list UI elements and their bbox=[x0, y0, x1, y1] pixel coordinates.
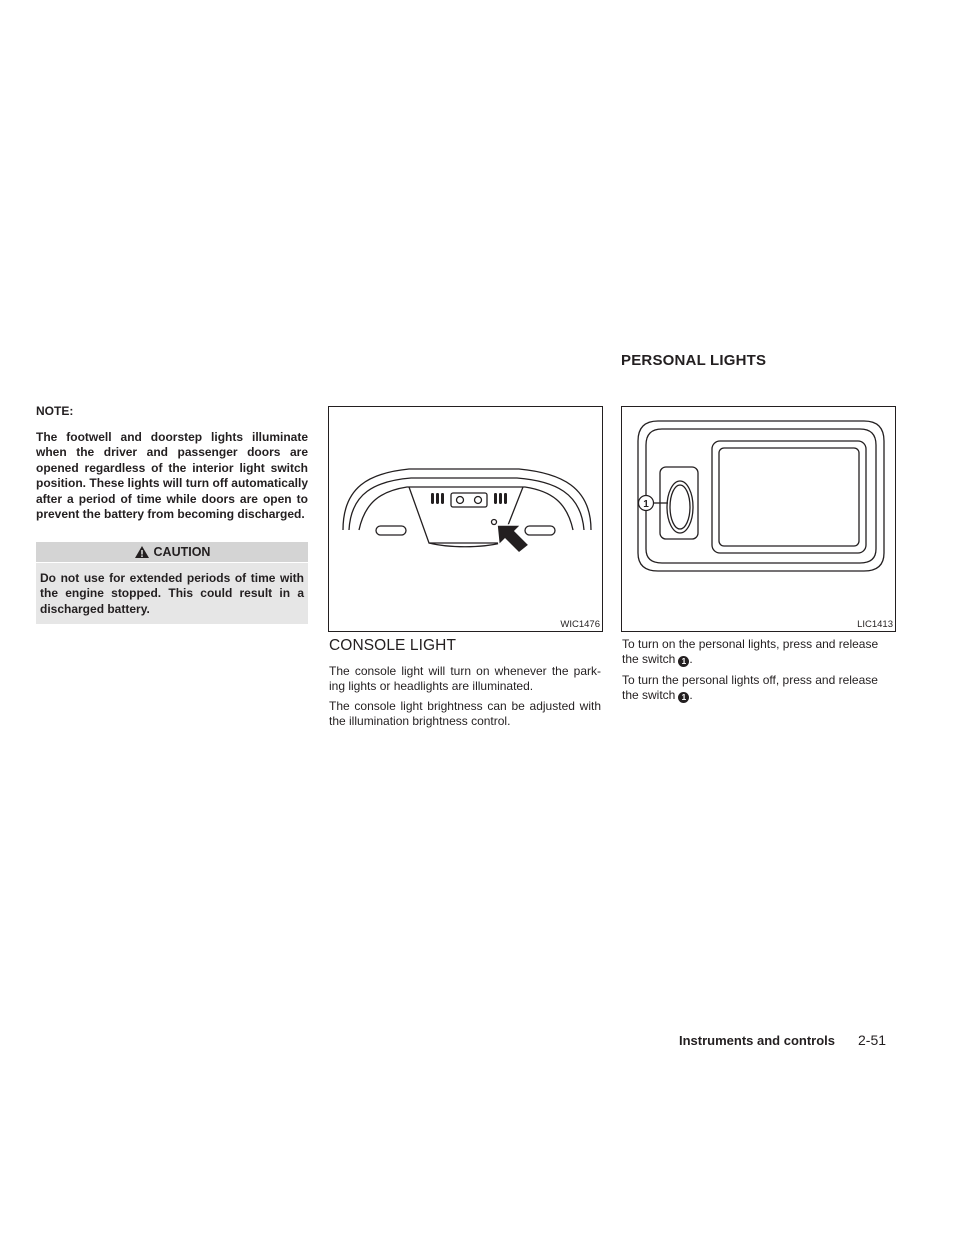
caution-body: Do not use for extended periods of time with the engine stopped. This could result in a discharged battery. bbox=[36, 563, 308, 624]
console-light-illustration bbox=[329, 407, 602, 631]
section-title: PERSONAL LIGHTS bbox=[621, 352, 767, 369]
console-light-heading: CONSOLE LIGHT bbox=[329, 637, 457, 654]
arrow-icon bbox=[497, 525, 529, 553]
warning-triangle-icon bbox=[134, 545, 150, 559]
personal-lights-paragraph-1-text: To turn on the personal lights, press and release the switch bbox=[622, 637, 879, 667]
personal-lights-paragraph-2: To turn the personal lights off, press and release the switch 1 . bbox=[622, 673, 878, 703]
figure-caption: LIC1413 bbox=[857, 619, 893, 630]
switch-callout-icon: 1 bbox=[678, 656, 689, 667]
personal-lights-paragraph-1: To turn on the personal lights, press and release the switch 1 . bbox=[622, 637, 879, 667]
console-light-figure bbox=[328, 406, 603, 632]
console-light-paragraph-1: The console light will turn on whenever the park- ing lights or headlights are illuminated. bbox=[329, 664, 601, 694]
footer-section-name: Instruments and controls bbox=[679, 1033, 836, 1048]
switch-callout-icon: 1 bbox=[678, 692, 689, 703]
note-body: The footwell and doorstep lights illuminate when the driver and passenger doors are opened regardless of the interior light switch position. These lights will turn off automatically after a period of time while doors are open to prevent the battery from becoming discharged. bbox=[36, 430, 308, 522]
personal-lights-paragraph-2-text: To turn the personal lights off, press and release the switch bbox=[622, 673, 878, 703]
personal-lights-illustration bbox=[622, 407, 895, 631]
page-number: 2-51 bbox=[858, 1032, 887, 1048]
figure-caption: WIC1476 bbox=[560, 619, 600, 630]
console-light-paragraph-2: The console light brightness can be adjusted with the illumination brightness control. bbox=[329, 699, 601, 729]
caution-header bbox=[36, 542, 308, 562]
callout-number: 1 bbox=[643, 499, 649, 510]
personal-lights-figure bbox=[621, 406, 896, 632]
caution-title: CAUTION bbox=[153, 545, 211, 559]
note-title: NOTE: bbox=[36, 404, 74, 418]
